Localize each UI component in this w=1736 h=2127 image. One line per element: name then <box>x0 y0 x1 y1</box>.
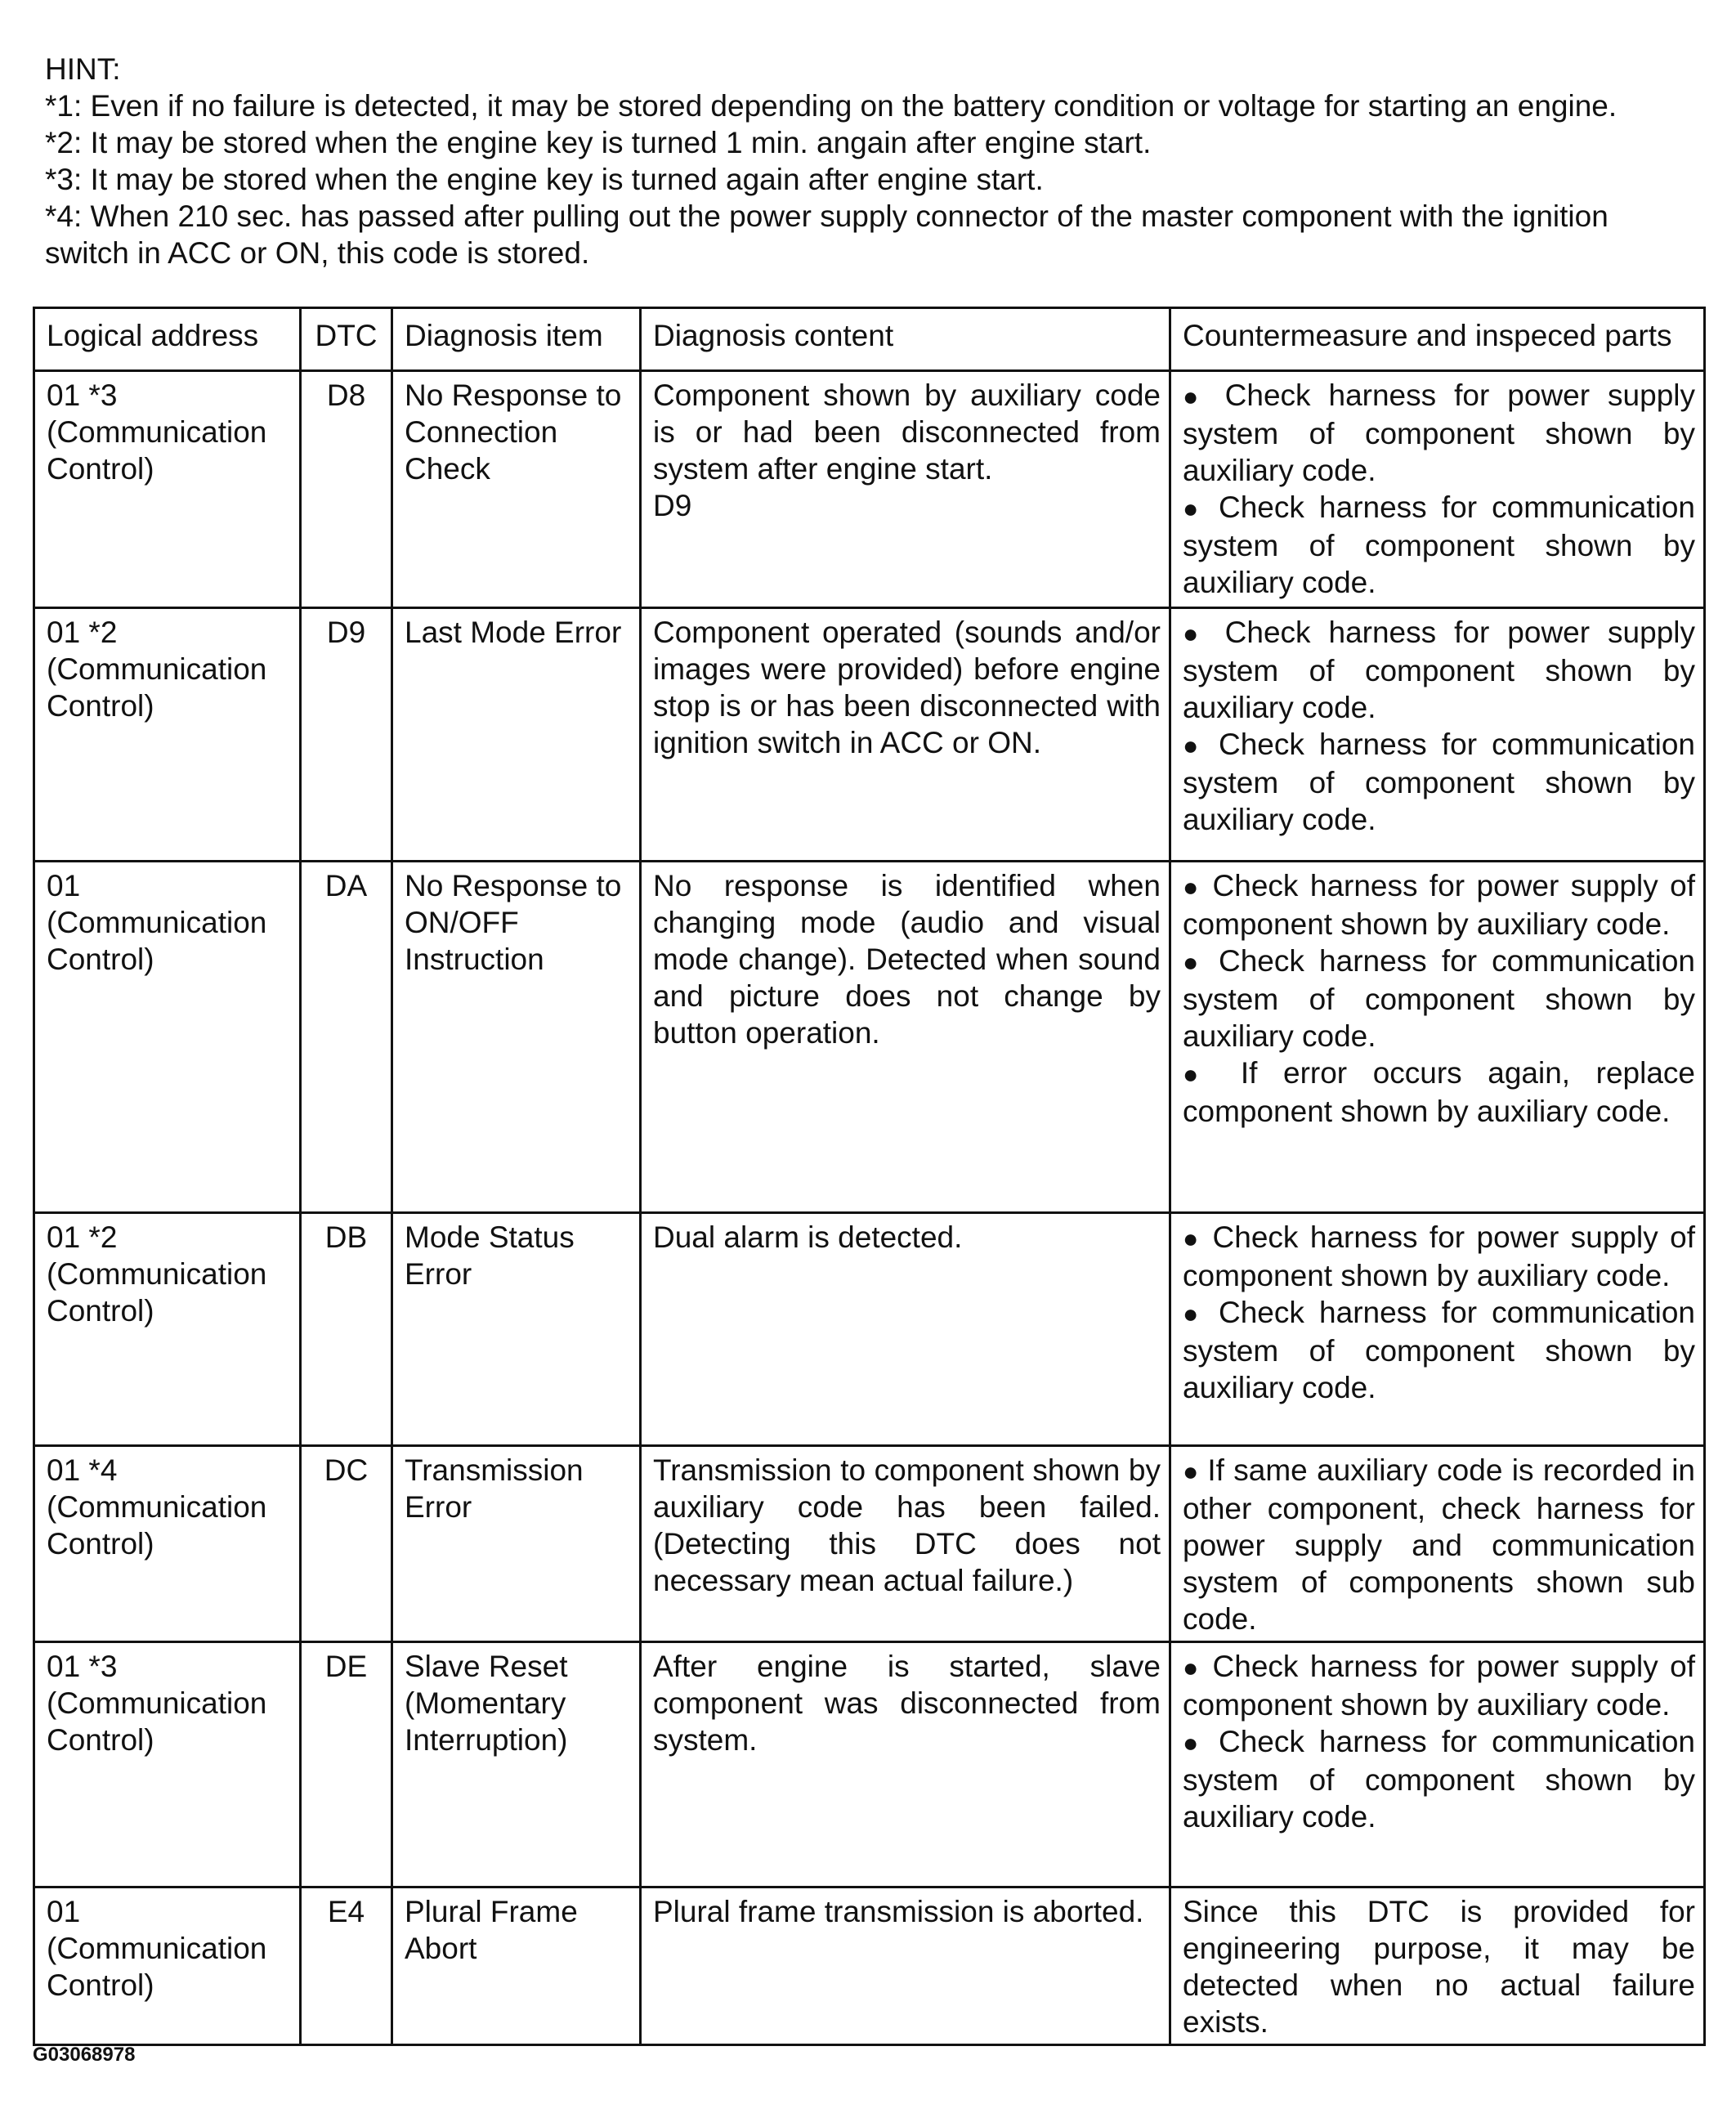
header-logical-address: Logical address <box>34 308 301 371</box>
countermeasure-bullet: ● Check harness for communication system of component shown by auxiliary code. <box>1183 943 1695 1055</box>
countermeasure-cell <box>1170 1446 1705 1642</box>
logical-address-cell <box>34 1887 301 2045</box>
diagnosis-content-cell <box>641 1213 1170 1446</box>
logical-address-sub: (Communication Control) <box>47 1686 267 1757</box>
countermeasure-bullet: ● If same auxiliary code is recorded in other component, check harness for power supply and communication system of components shown sub code. <box>1183 1452 1695 1637</box>
countermeasure-text: Since this DTC is provided for engineering purpose, it may be detected when no actual failure exists. <box>1183 1895 1695 2039</box>
diagnosis-item: Slave Reset (Momentary Interruption) <box>392 1642 641 1887</box>
dtc-code: DE <box>301 1642 392 1887</box>
dtc-code: D8 <box>301 371 392 608</box>
diagnosis-content-cell <box>641 1446 1170 1642</box>
countermeasure-bullet: ● Check harness for communication system of component shown by auxiliary code. <box>1183 489 1695 601</box>
countermeasure-bullet: ● Check harness for power supply of component shown by auxiliary code. <box>1183 867 1695 943</box>
diagnosis-item: Plural Frame Abort <box>392 1887 641 2045</box>
hint-note-2: *2: It may be stored when the engine key is turned 1 min. angain after engine start. <box>45 126 1152 159</box>
figure-id: G03068978 <box>33 2044 136 2066</box>
dtc-code: DA <box>301 862 392 1213</box>
table-row <box>34 1446 1705 1642</box>
dtc-code: D9 <box>301 608 392 862</box>
header-diagnosis-item: Diagnosis item <box>392 308 641 371</box>
diagnosis-content-cell <box>641 608 1170 862</box>
logical-address-cell <box>34 862 301 1213</box>
logical-address-cell <box>34 1642 301 1887</box>
diagnosis-item: Transmission Error <box>392 1446 641 1642</box>
diagnosis-content: Dual alarm is detected. <box>653 1220 963 1254</box>
header-countermeasure: Countermeasure and inspeced parts <box>1170 308 1705 371</box>
diagnosis-content: Component shown by auxiliary code is or had been disconnected from system after engine start. <box>653 378 1161 486</box>
diagnosis-content-cell <box>641 862 1170 1213</box>
countermeasure-bullet: ● If error occurs again, replace component shown by auxiliary code. <box>1183 1055 1695 1130</box>
table-row <box>34 1642 1705 1887</box>
diagnosis-content-extra: D9 <box>653 489 692 522</box>
logical-address-sub: (Communication Control) <box>47 906 267 976</box>
diagnosis-item: Mode Status Error <box>392 1213 641 1446</box>
table-row <box>34 862 1705 1213</box>
diagnosis-item: No Response to ON/OFF Instruction <box>392 862 641 1213</box>
countermeasure-bullet: ● Check harness for power supply of component shown by auxiliary code. <box>1183 1648 1695 1723</box>
logical-address-sub: (Communication Control) <box>47 652 267 723</box>
table-body <box>34 371 1705 2045</box>
countermeasure-bullet: ● Check harness for communication system of component shown by auxiliary code. <box>1183 1294 1695 1406</box>
hint-note-4: *4: When 210 sec. has passed after pulling out the power supply connector of the master component with the ignition switch in ACC or ON, this code is stored. <box>45 199 1608 270</box>
logical-address-cell <box>34 608 301 862</box>
logical-address: 01 <box>47 869 81 902</box>
table-header-row <box>34 308 1705 371</box>
table-row <box>34 1213 1705 1446</box>
countermeasure-cell <box>1170 1642 1705 1887</box>
diagnosis-item: No Response to Connection Check <box>392 371 641 608</box>
logical-address-cell <box>34 1213 301 1446</box>
countermeasure-bullet: ● Check harness for communication system of component shown by auxiliary code. <box>1183 726 1695 838</box>
countermeasure-cell <box>1170 608 1705 862</box>
countermeasure-cell <box>1170 862 1705 1213</box>
diagnosis-content: After engine is started, slave component was disconnected from system. <box>653 1650 1161 1757</box>
countermeasure-bullet: ● Check harness for power supply system of component shown by auxiliary code. <box>1183 377 1695 489</box>
logical-address: 01 *3 <box>47 1650 118 1683</box>
header-diagnosis-content: Diagnosis content <box>641 308 1170 371</box>
table-row <box>34 608 1705 862</box>
dtc-code: DC <box>301 1446 392 1642</box>
logical-address-cell <box>34 371 301 608</box>
diagnosis-content-cell <box>641 1887 1170 2045</box>
logical-address-cell <box>34 1446 301 1642</box>
countermeasure-cell <box>1170 1887 1705 2045</box>
countermeasure-bullet: ● Check harness for communication system of component shown by auxiliary code. <box>1183 1723 1695 1835</box>
hint-block <box>45 51 1688 271</box>
logical-address-sub: (Communication Control) <box>47 415 267 486</box>
logical-address-sub: (Communication Control) <box>47 1932 267 2002</box>
logical-address: 01 *2 <box>47 616 118 649</box>
logical-address-sub: (Communication Control) <box>47 1490 267 1561</box>
table-row <box>34 1887 1705 2045</box>
dtc-table <box>33 307 1706 2046</box>
diagnosis-content: Component operated (sounds and/or images were provided) before engine stop is or has been disconnected with ignition switch in ACC or ON. <box>653 616 1161 759</box>
countermeasure-bullet: ● Check harness for power supply system of component shown by auxiliary code. <box>1183 614 1695 726</box>
diagnosis-content-cell <box>641 371 1170 608</box>
logical-address-sub: (Communication Control) <box>47 1257 267 1328</box>
logical-address: 01 *4 <box>47 1453 118 1487</box>
hint-note-1: *1: Even if no failure is detected, it may be stored depending on the battery condition or voltage for starting an engine. <box>45 89 1617 123</box>
logical-address: 01 *2 <box>47 1220 118 1254</box>
diagnosis-content: Plural frame transmission is aborted. <box>653 1895 1144 1928</box>
dtc-code: E4 <box>301 1887 392 2045</box>
logical-address: 01 *3 <box>47 378 118 412</box>
diagnosis-content: Transmission to component shown by auxiliary code has been failed. (Detecting this DTC does not necessary mean actual failure.) <box>653 1453 1161 1597</box>
diagnosis-content: No response is identified when changing mode (audio and visual mode change). Detected when sound and picture does not change by button operation. <box>653 869 1161 1050</box>
table-row <box>34 371 1705 608</box>
countermeasure-bullet: ● Check harness for power supply of component shown by auxiliary code. <box>1183 1219 1695 1294</box>
hint-title: HINT: <box>45 52 121 86</box>
countermeasure-cell <box>1170 371 1705 608</box>
hint-note-3: *3: It may be stored when the engine key is turned again after engine start. <box>45 163 1044 196</box>
dtc-code: DB <box>301 1213 392 1446</box>
countermeasure-cell <box>1170 1213 1705 1446</box>
header-dtc: DTC <box>301 308 392 371</box>
diagnosis-content-cell <box>641 1642 1170 1887</box>
logical-address: 01 <box>47 1895 81 1928</box>
diagnosis-item: Last Mode Error <box>392 608 641 862</box>
